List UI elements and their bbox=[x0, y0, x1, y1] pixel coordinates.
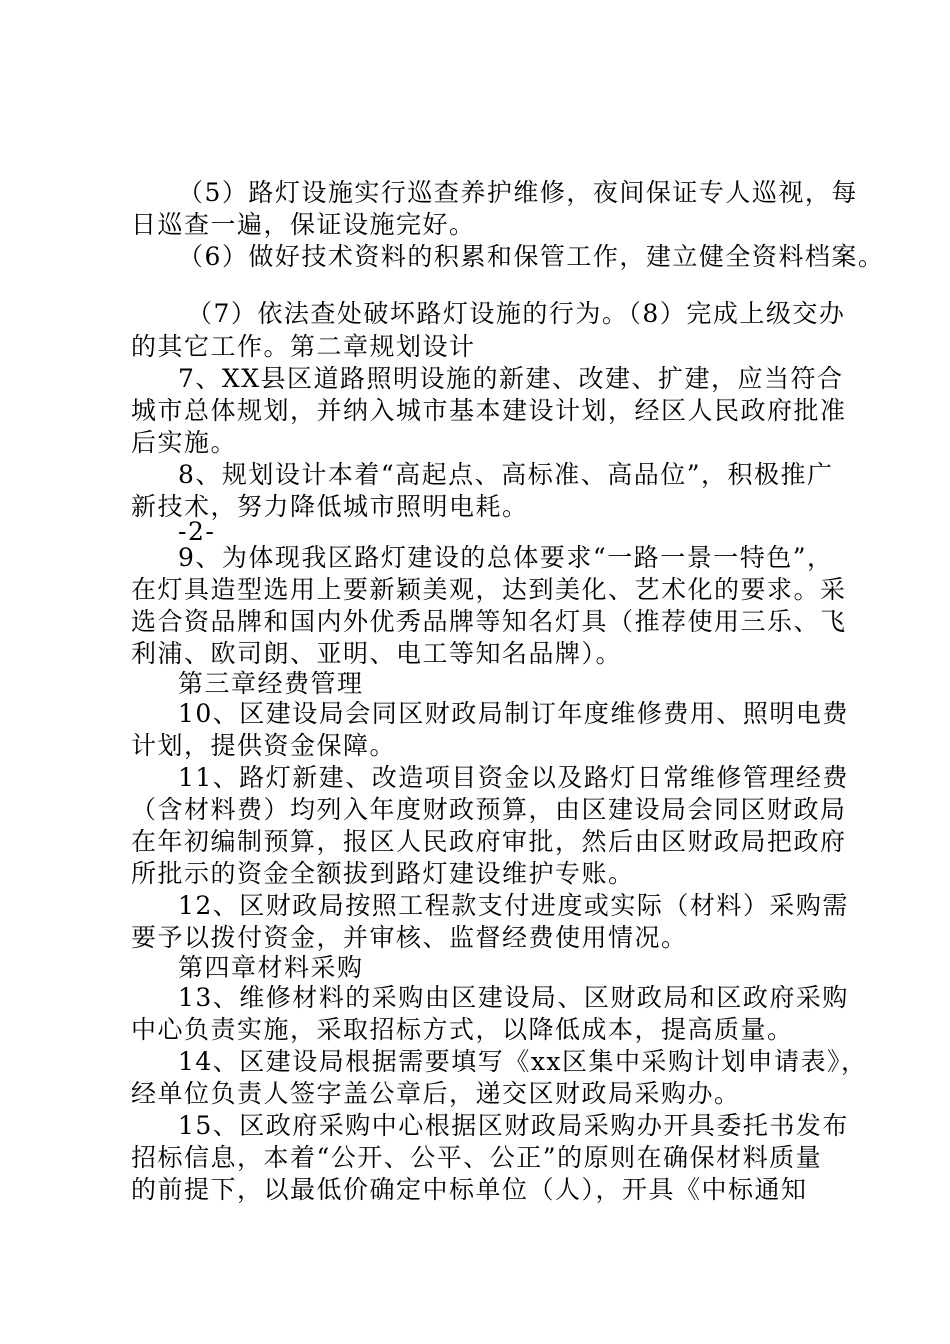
text-line: 的其它工作。第二章规划设计 bbox=[131, 332, 476, 361]
chapter-heading: 第三章经费管理 bbox=[178, 669, 364, 698]
text-line: （5）路灯设施实行巡查养护维修，夜间保证专人巡视，每 bbox=[178, 178, 858, 207]
text-line: 9、为体现我区路灯建设的总体要求“一路一景一特色”， bbox=[178, 543, 834, 572]
text-line: （6）做好技术资料的积累和保管工作，建立健全资料档案。 bbox=[178, 242, 885, 271]
text-line: （含材料费）均列入年度财政预算，由区建设局会同区财政局 bbox=[131, 795, 847, 824]
text-line: 12、区财政局按照工程款支付进度或实际（材料）采购需 bbox=[178, 891, 849, 920]
text-line: 在灯具造型选用上要新颖美观，达到美化、艺术化的要求。采 bbox=[131, 575, 847, 604]
text-line: 14、区建设局根据需要填写《xx区集中采购计划申请表》， bbox=[178, 1047, 868, 1076]
text-line: 8、规划设计本着“高起点、高标准、高品位”，积极推广 bbox=[178, 460, 834, 489]
text-line: 后实施。 bbox=[131, 428, 238, 457]
text-line: 13、维修材料的采购由区建设局、区财政局和区政府采购 bbox=[178, 983, 849, 1012]
text-line: 11、路灯新建、改造项目资金以及路灯日常维修管理经费 bbox=[178, 763, 849, 792]
page-number: -2- bbox=[178, 517, 216, 546]
text-line: 所批示的资金全额拔到路灯建设维护专账。 bbox=[131, 859, 635, 888]
text-line: 经单位负责人签字盖公章后，递交区财政局采购办。 bbox=[131, 1079, 741, 1108]
text-line: 新技术，努力降低城市照明电耗。 bbox=[131, 492, 529, 521]
text-line: 10、区建设局会同区财政局制订年度维修费用、照明电费 bbox=[178, 699, 849, 728]
text-line: 招标信息，本着“公开、公平、公正”的原则在确保材料质量 bbox=[131, 1143, 823, 1172]
text-line: 日巡查一遍，保证设施完好。 bbox=[131, 210, 476, 239]
chapter-heading: 第四章材料采购 bbox=[178, 953, 364, 982]
text-line: 在年初编制预算，报区人民政府审批，然后由区财政局把政府 bbox=[131, 827, 847, 856]
text-line: 计划，提供资金保障。 bbox=[131, 731, 397, 760]
text-line: 利浦、欧司朗、亚明、电工等知名品牌）。 bbox=[131, 639, 623, 668]
text-line: 要予以拨付资金，并审核、监督经费使用情况。 bbox=[131, 923, 688, 952]
text-line: 城市总体规划，并纳入城市基本建设计划，经区人民政府批准 bbox=[131, 396, 847, 425]
text-line: 的前提下，以最低价确定中标单位（人），开具《中标通知 bbox=[131, 1175, 808, 1204]
text-line: 中心负责实施，采取招标方式，以降低成本，提高质量。 bbox=[131, 1015, 794, 1044]
text-line: 选合资品牌和国内外优秀品牌等知名灯具（推荐使用三乐、飞 bbox=[131, 607, 847, 636]
text-line: （7）依法查处破坏路灯设施的行为。（8）完成上级交办 bbox=[187, 299, 846, 328]
text-line: 7、XX县区道路照明设施的新建、改建、扩建，应当符合 bbox=[178, 364, 844, 393]
text-line: 15、区政府采购中心根据区财政局采购办开具委托书发布 bbox=[178, 1111, 849, 1140]
